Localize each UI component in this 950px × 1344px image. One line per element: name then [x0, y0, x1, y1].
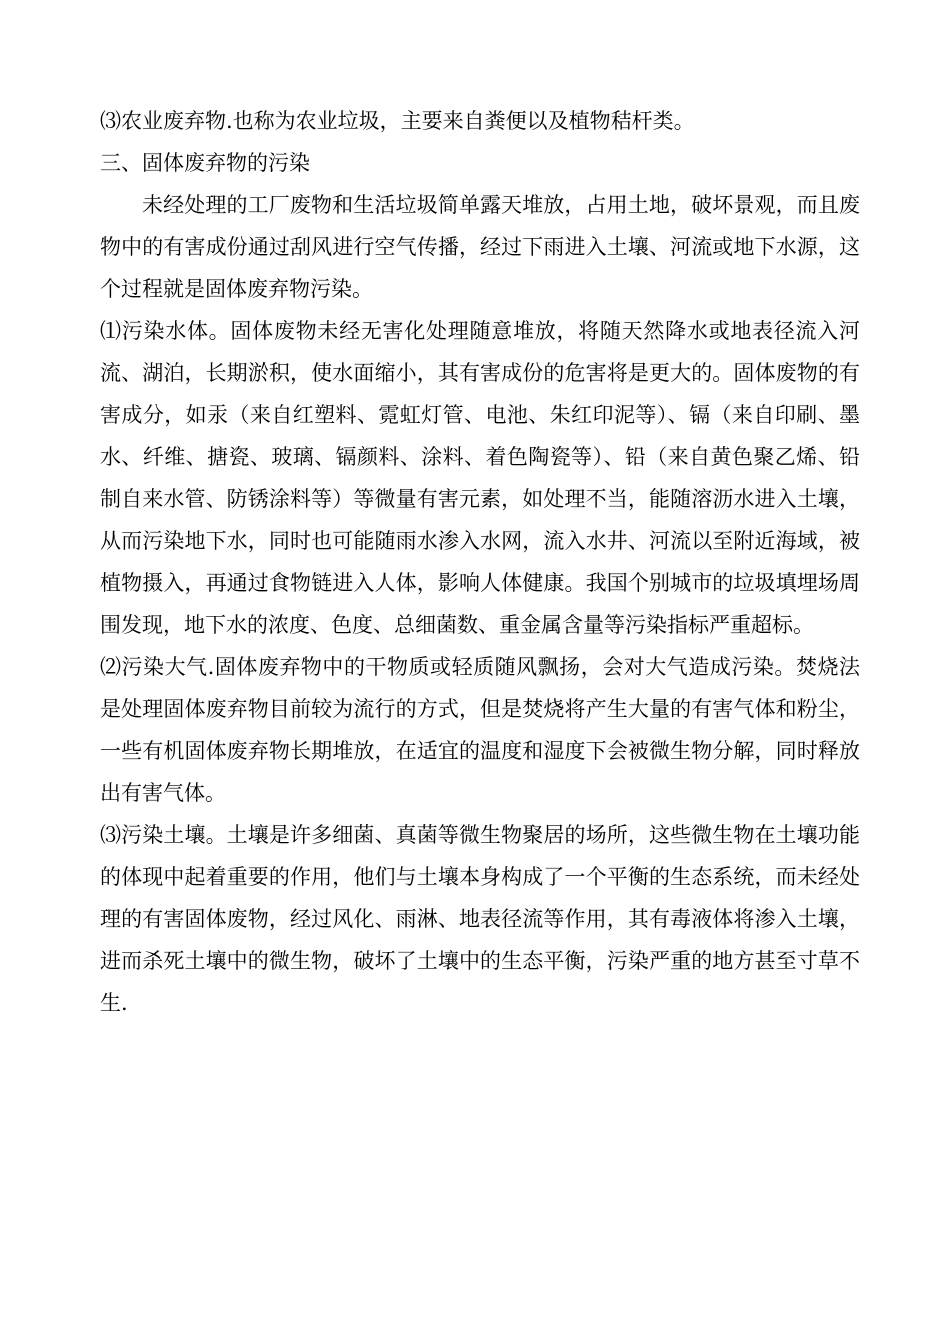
- document-body: [100, 100, 860, 1024]
- soil-pollution-item: ⑶污染土壤。土壤是许多细菌、真菌等微生物聚居的场所，这些微生物在土壤功能的体现中起着重要的作用，他们与土壤本身构成了一个平衡的生态系统，而未经处理的有害固体废物，经过风化、雨淋、地表径流等作用，其有毒液体将渗入土壤，进而杀死土壤中的微生物，破坏了土壤中的生态平衡，污染严重的地方甚至寸草不生.: [100, 823, 860, 1015]
- air-pollution-item: ⑵污染大气.固体废弃物中的干物质或轻质随风飘扬，会对大气造成污染。焚烧法是处理固体废弃物目前较为流行的方式，但是焚烧将产生大量的有害气体和粉尘，一些有机固体废弃物长期堆放，在适宜的温度和湿度下会被微生物分解，同时释放出有害气体。: [100, 655, 860, 805]
- water-pollution-item: ⑴污染水体。固体废物未经无害化处理随意堆放，将随天然降水或地表径流入河流、湖泊，长期淤积，使水面缩小，其有害成份的危害将是更大的。固体废物的有害成分，如汞（来自红塑料、霓虹灯管、电池、朱红印泥等）、镉（来自印刷、墨水、纤维、搪瓷、玻璃、镉颜料、涂料、着色陶瓷等）、铅（来自黄色聚乙烯、铅制自来水管、防锈涂料等）等微量有害元素，如处理不当，能随溶沥水进入土壤，从而污染地下水，同时也可能随雨水渗入水网，流入水井、河流以至附近海域，被植物摄入，再通过食物链进入人体，影响人体健康。我国个别城市的垃圾填埋场周围发现，地下水的浓度、色度、总细菌数、重金属含量等污染指标严重超标。: [100, 319, 860, 637]
- section-heading: 三、固体废弃物的污染: [100, 151, 310, 175]
- pollution-intro-paragraph: 未经处理的工厂废物和生活垃圾简单露天堆放，占用土地，破坏景观，而且废物中的有害成份通过刮风进行空气传播，经过下雨进入土壤、河流或地下水源，这个过程就是固体废弃物污染。: [100, 193, 860, 301]
- agricultural-waste-item: ⑶农业废弃物.也称为农业垃圾，主要来自粪便以及植物秸杆类。: [100, 109, 695, 133]
